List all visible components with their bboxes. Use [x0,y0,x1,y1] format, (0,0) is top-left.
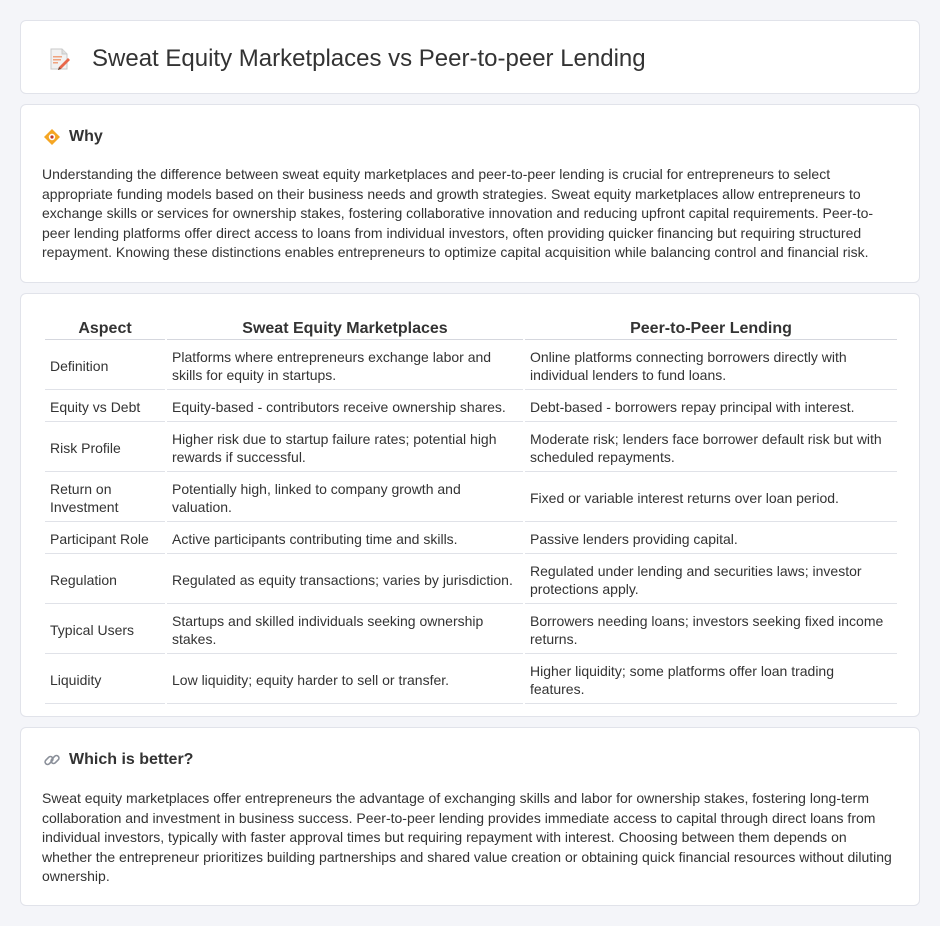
link-icon [43,751,61,769]
table-row [45,424,897,472]
cell-peer-to-peer: Borrowers needing loans; investors seeking fixed income returns. [525,606,897,654]
better-heading: Which is better? [69,751,194,768]
page-title: Sweat Equity Marketplaces vs Peer-to-peer Lending [92,45,646,72]
table-header-row [45,318,897,340]
cell-aspect: Regulation [45,556,165,604]
target-icon [43,128,61,146]
cell-aspect: Liquidity [45,656,165,704]
table-row [45,342,897,390]
cell-sweat-equity: Platforms where entrepreneurs exchange labor and skills for equity in startups. [167,342,523,390]
table-row [45,392,897,422]
comparison-table [43,316,899,706]
table-row [45,606,897,654]
cell-peer-to-peer: Online platforms connecting borrowers directly with individual lenders to fund loans. [525,342,897,390]
cell-aspect: Typical Users [45,606,165,654]
cell-sweat-equity: Equity-based - contributors receive ownership shares. [167,392,523,422]
cell-peer-to-peer: Higher liquidity; some platforms offer loan trading features. [525,656,897,704]
comparison-table-card [20,293,920,717]
cell-aspect: Participant Role [45,524,165,554]
cell-peer-to-peer: Debt-based - borrowers repay principal with interest. [525,392,897,422]
cell-peer-to-peer: Moderate risk; lenders face borrower default risk but with scheduled repayments. [525,424,897,472]
cell-sweat-equity: Potentially high, linked to company growth and valuation. [167,474,523,522]
cell-sweat-equity: Regulated as equity transactions; varies by jurisdiction. [167,556,523,604]
cell-aspect: Definition [45,342,165,390]
which-is-better-section [20,727,920,906]
header-sweat-equity: Sweat Equity Marketplaces [167,318,523,340]
better-header [43,750,193,770]
cell-aspect: Risk Profile [45,424,165,472]
cell-sweat-equity: Active participants contributing time and skills. [167,524,523,554]
header-aspect: Aspect [45,318,165,340]
better-text: Sweat equity marketplaces offer entrepreneurs the advantage of exchanging skills and labor for ownership stakes, fostering long-term collaboration and investment in business success. Peer-to-peer lending provides immediate access to capital through direct loans from individual investors, typically with faster approval times but requiring repayment with interest. Choosing between them depends on whether the entrepreneur prioritizes building partnerships and shared value creation or obtaining quick financial resources without diluting ownership. [42,790,892,885]
title-card [20,20,920,94]
document-pencil-icon [47,47,71,71]
table-row [45,524,897,554]
table-row [45,656,897,704]
table-row [45,556,897,604]
cell-sweat-equity: Startups and skilled individuals seeking ownership stakes. [167,606,523,654]
cell-aspect: Return on Investment [45,474,165,522]
cell-peer-to-peer: Passive lenders providing capital. [525,524,897,554]
cell-peer-to-peer: Regulated under lending and securities laws; investor protections apply. [525,556,897,604]
why-section [20,104,920,283]
cell-sweat-equity: Low liquidity; equity harder to sell or transfer. [167,656,523,704]
header-peer-to-peer: Peer-to-Peer Lending [525,318,897,340]
table-row [45,474,897,522]
why-header [43,127,103,147]
cell-aspect: Equity vs Debt [45,392,165,422]
why-text: Understanding the difference between sweat equity marketplaces and peer-to-peer lending is crucial for entrepreneurs to select appropriate funding models based on their business needs and growth strategies. Sweat equity marketplaces allow entrepreneurs to exchange skills or services for ownership stakes, fostering collaborative innovation and reducing upfront capital requirements. Peer-to-peer lending platforms offer direct access to loans from individual investors, often providing quicker financing but requiring structured repayment. Knowing these distinctions enables entrepreneurs to optimize capital acquisition while balancing control and financial risk. [42,166,874,261]
cell-sweat-equity: Higher risk due to startup failure rates; potential high rewards if successful. [167,424,523,472]
why-heading: Why [69,128,103,145]
cell-peer-to-peer: Fixed or variable interest returns over loan period. [525,474,897,522]
